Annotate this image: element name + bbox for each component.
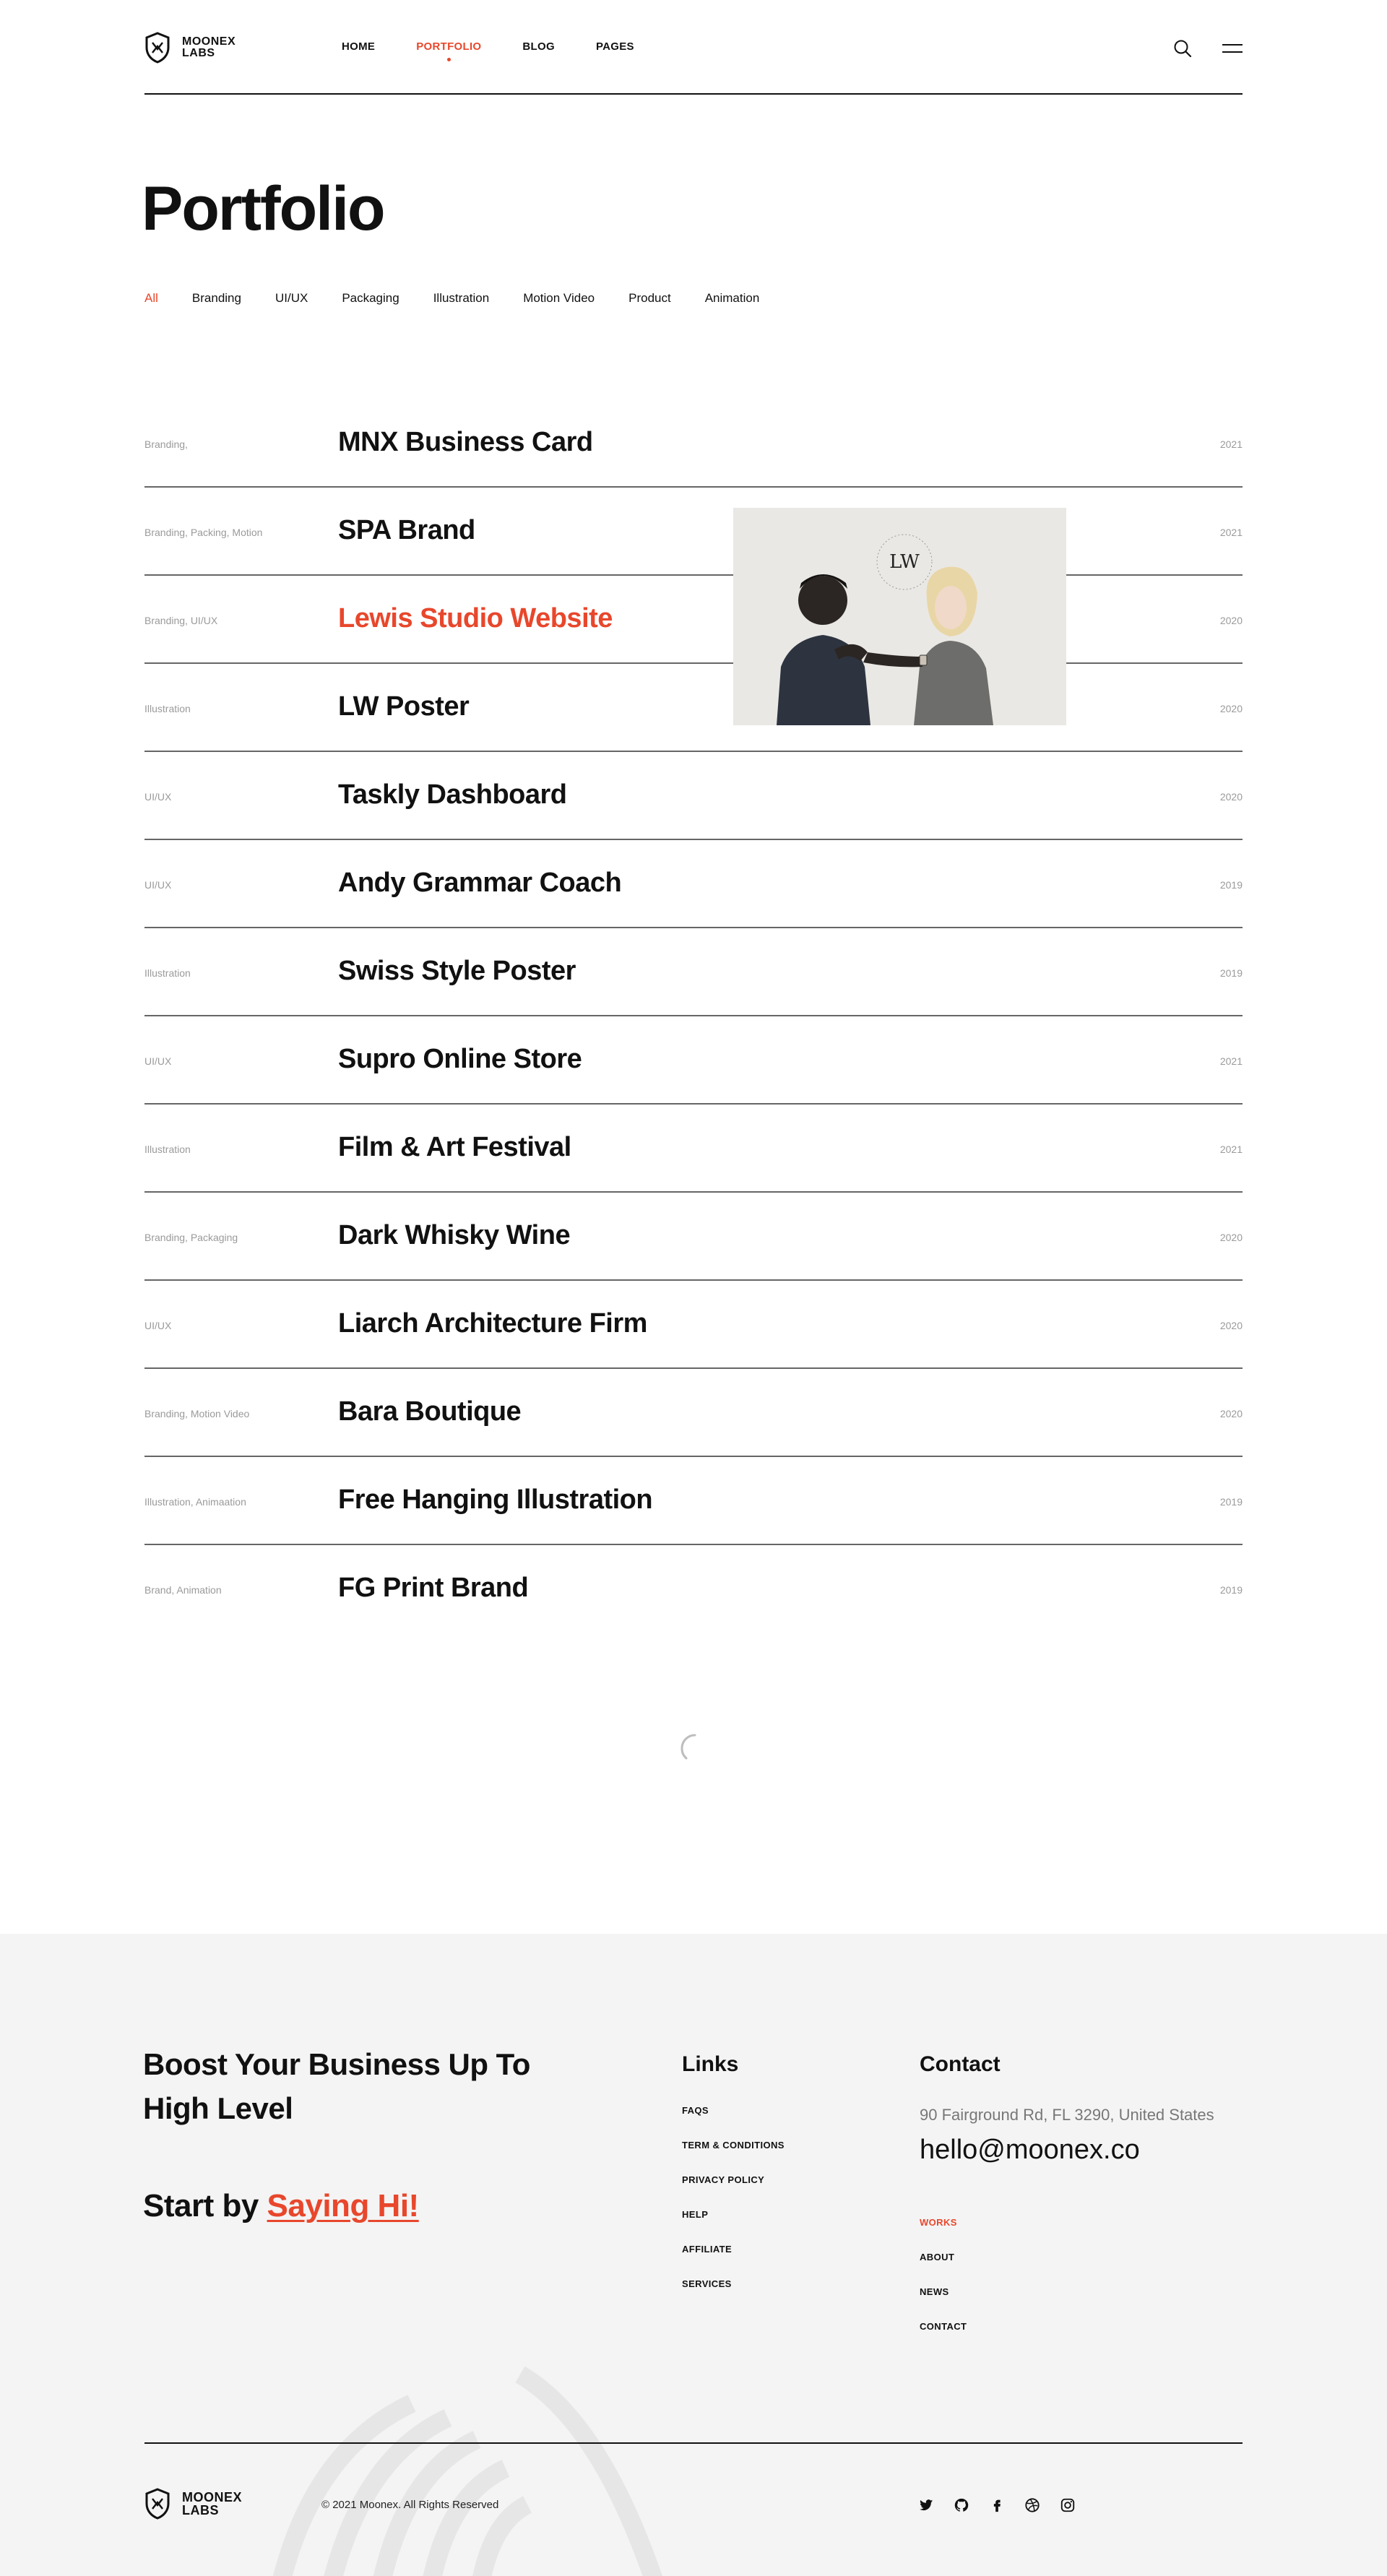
link-terms[interactable]: TERM & CONDITIONS	[682, 2140, 785, 2151]
row-year: 2021	[1219, 438, 1243, 450]
facebook-icon[interactable]	[989, 2497, 1005, 2513]
footer-works-list	[920, 2218, 1252, 2331]
row-category: UI/UX	[144, 1320, 172, 1331]
link-works[interactable]: WORKS	[920, 2217, 957, 2228]
row-title[interactable]: Free Hanging Illustration	[338, 1484, 653, 1515]
row-title[interactable]: Film & Art Festival	[338, 1132, 571, 1162]
row-category: Branding, Packaging	[144, 1232, 238, 1243]
social-links	[918, 2497, 1095, 2513]
logo-line-2: LABS	[182, 47, 215, 59]
filter-animation[interactable]: Animation	[704, 291, 760, 305]
site-logo[interactable]	[144, 32, 254, 64]
category-filters	[144, 291, 793, 306]
row-title[interactable]: Liarch Architecture Firm	[338, 1308, 647, 1339]
row-year: 2019	[1219, 879, 1243, 891]
link-affiliate[interactable]: AFFILIATE	[682, 2244, 733, 2255]
row-title[interactable]: SPA Brand	[338, 515, 475, 545]
menu-icon[interactable]	[1222, 43, 1243, 53]
portfolio-row[interactable]	[144, 1193, 1243, 1281]
row-category: Branding, Packing, Motion	[144, 527, 263, 538]
footer-cta	[143, 2188, 419, 2224]
footer-links-column	[682, 2052, 785, 2314]
row-year: 2020	[1219, 1232, 1243, 1243]
portfolio-row[interactable]	[144, 840, 1243, 928]
portfolio-row[interactable]	[144, 752, 1243, 840]
portfolio-row[interactable]	[144, 928, 1243, 1016]
row-year: 2021	[1219, 527, 1243, 538]
link-contact[interactable]: CONTACT	[920, 2321, 967, 2332]
row-category: UI/UX	[144, 1055, 172, 1067]
cta-prefix: Start by	[143, 2188, 267, 2223]
nav-portfolio-label: PORTFOLIO	[416, 40, 482, 53]
row-year: 2020	[1219, 1408, 1243, 1419]
portfolio-list	[144, 399, 1243, 1633]
row-year: 2019	[1219, 1584, 1243, 1596]
row-title[interactable]: FG Print Brand	[338, 1573, 529, 1603]
row-title[interactable]: Supro Online Store	[338, 1044, 582, 1074]
search-icon[interactable]	[1173, 39, 1192, 58]
page-title: Portfolio	[142, 174, 384, 243]
logo-text	[182, 36, 254, 59]
filter-branding[interactable]: Branding	[191, 291, 241, 305]
link-help[interactable]: HELP	[682, 2209, 709, 2220]
row-category: Illustration	[144, 703, 191, 714]
loading-spinner-icon	[679, 1732, 711, 1764]
footer-logo-line-1: MOONEX	[182, 2490, 243, 2504]
row-title[interactable]: Swiss Style Poster	[338, 956, 576, 986]
row-year: 2021	[1219, 1055, 1243, 1067]
link-faqs[interactable]: FAQS	[682, 2105, 709, 2116]
row-category: Branding, Motion Video	[144, 1408, 250, 1419]
contact-title: Contact	[920, 2052, 1001, 2076]
row-category: UI/UX	[144, 879, 172, 891]
row-year: 2021	[1219, 1144, 1243, 1155]
row-title[interactable]: MNX Business Card	[338, 427, 593, 457]
portfolio-row[interactable]	[144, 1281, 1243, 1369]
row-category: UI/UX	[144, 791, 172, 803]
row-year: 2020	[1219, 791, 1243, 803]
row-year: 2019	[1219, 1496, 1243, 1508]
row-category: Branding,	[144, 438, 188, 450]
logo-line-1: MOONEX	[182, 35, 236, 48]
footer-contact-column	[920, 2052, 1252, 2356]
row-category: Branding, UI/UX	[144, 615, 218, 626]
copyright-text: © 2021 Moonex. All Rights Reserved	[321, 2499, 499, 2511]
filter-all[interactable]: All	[144, 291, 158, 305]
row-year: 2019	[1219, 967, 1243, 979]
preview-illustration	[733, 508, 1066, 725]
portfolio-row[interactable]	[144, 1105, 1243, 1193]
portfolio-row[interactable]	[144, 1545, 1243, 1633]
row-category: Brand, Animation	[144, 1584, 222, 1596]
portfolio-row[interactable]	[144, 399, 1243, 488]
row-title[interactable]: Lewis Studio Website	[338, 603, 613, 634]
row-year: 2020	[1219, 703, 1243, 714]
preview-monogram: LW	[889, 551, 920, 573]
links-title: Links	[682, 2052, 739, 2076]
link-about[interactable]: ABOUT	[920, 2252, 955, 2262]
row-title[interactable]: LW Poster	[338, 691, 470, 722]
footer-logo-line-2: LABS	[182, 2503, 219, 2517]
row-title[interactable]: Andy Grammar Coach	[338, 868, 622, 898]
row-category: Illustration	[144, 1144, 191, 1155]
github-icon[interactable]	[954, 2497, 969, 2513]
portfolio-row-hovered[interactable]	[144, 576, 1243, 664]
site-header	[144, 0, 1243, 95]
twitter-icon[interactable]	[918, 2497, 934, 2513]
filter-ui-ux[interactable]: UI/UX	[275, 291, 308, 305]
footer-bottom-bar	[144, 2442, 1243, 2576]
filter-product[interactable]: Product	[628, 291, 671, 305]
portfolio-row[interactable]	[144, 1457, 1243, 1545]
filter-motion-video[interactable]: Motion Video	[523, 291, 595, 305]
portfolio-row[interactable]	[144, 1369, 1243, 1457]
link-privacy[interactable]: PRIVACY POLICY	[682, 2174, 765, 2185]
footer-logo[interactable]	[144, 2488, 254, 2520]
portfolio-row[interactable]	[144, 488, 1243, 576]
filter-packaging[interactable]: Packaging	[342, 291, 399, 305]
shield-logo-icon	[144, 32, 170, 64]
nav-portfolio[interactable]	[416, 40, 481, 53]
project-preview-image	[733, 508, 1066, 725]
row-title[interactable]: Dark Whisky Wine	[338, 1220, 571, 1250]
main-nav	[342, 40, 675, 53]
nav-pages[interactable]: PAGES	[595, 40, 634, 53]
contact-address: 90 Fairground Rd, FL 3290, United States	[920, 2106, 1214, 2124]
site-footer	[0, 1934, 1387, 2576]
row-category: Illustration, Animaation	[144, 1496, 246, 1508]
shield-logo-icon	[144, 2488, 170, 2520]
portfolio-row[interactable]	[144, 1016, 1243, 1105]
row-year: 2020	[1219, 1320, 1243, 1331]
row-category: Illustration	[144, 967, 191, 979]
footer-heading: Boost Your Business Up To High Level	[143, 2047, 530, 2125]
row-title[interactable]: Bara Boutique	[338, 1396, 522, 1427]
instagram-icon[interactable]	[1060, 2497, 1076, 2513]
footer-logo-text	[182, 2491, 254, 2517]
nav-home[interactable]: HOME	[342, 40, 376, 53]
contact-email-link[interactable]: hello@moonex.co	[920, 2135, 1140, 2165]
link-news[interactable]: NEWS	[920, 2286, 949, 2297]
footer-links-list	[682, 2106, 785, 2288]
active-nav-dot	[447, 58, 451, 61]
nav-blog[interactable]: BLOG	[522, 40, 555, 53]
link-services[interactable]: SERVICES	[682, 2278, 732, 2289]
row-title[interactable]: Taskly Dashboard	[338, 779, 567, 810]
dribbble-icon[interactable]	[1024, 2497, 1040, 2513]
row-year: 2020	[1219, 615, 1243, 626]
portfolio-row[interactable]	[144, 664, 1243, 752]
filter-illustration[interactable]: Illustration	[433, 291, 490, 305]
saying-hi-link[interactable]: Saying Hi!	[267, 2188, 419, 2223]
